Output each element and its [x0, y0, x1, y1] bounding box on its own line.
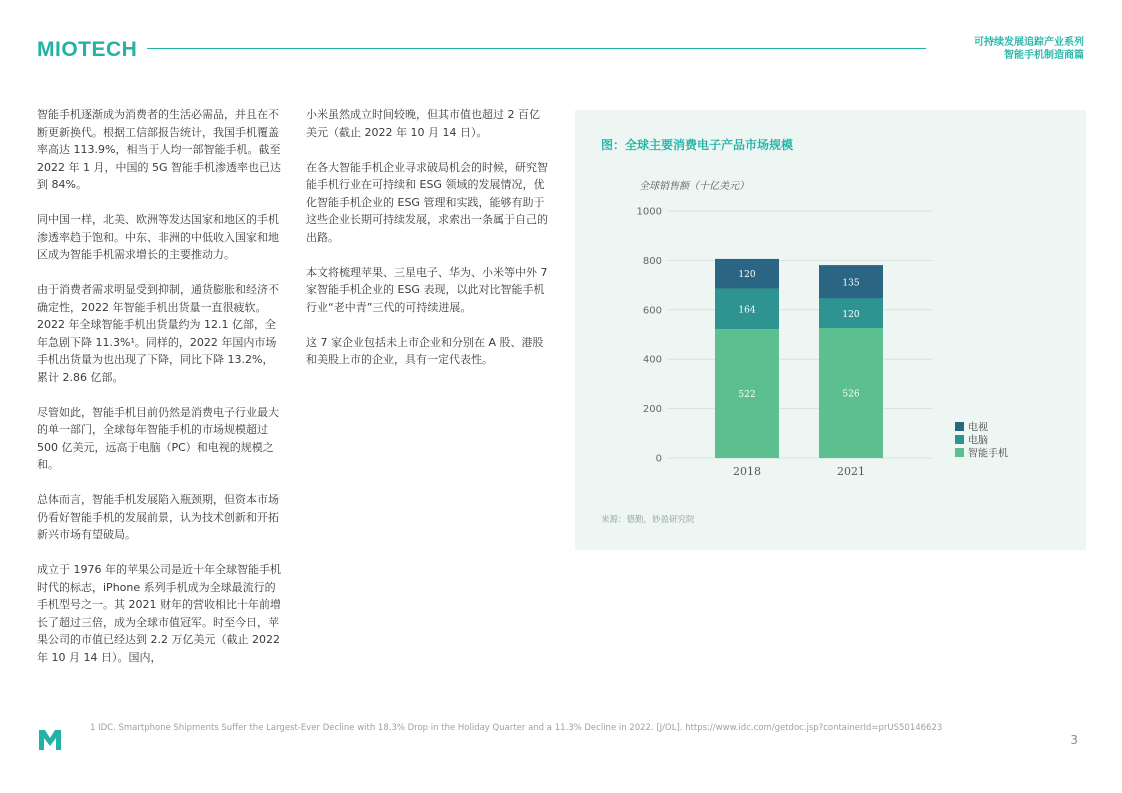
y-axis-label: 全球销售额（十亿美元）	[639, 181, 749, 192]
legend-swatch	[955, 422, 964, 431]
x-tick-label: 2018	[733, 465, 761, 478]
paragraph: 总体而言，智能手机发展陷入瓶颈期，但资本市场仍看好智能手机的发展前景，认为技术创新和开拓新兴市场有望破局。	[37, 493, 279, 541]
paragraph: 小米虽然成立时间较晚，但其市值也超过 2 百亿美元（截止 2022 年 10 月 14 日）。	[306, 108, 540, 139]
report-series-title	[974, 36, 1084, 62]
y-tick-label: 200	[642, 404, 662, 416]
legend-label: 智能手机	[968, 448, 1008, 460]
data-label: 135	[842, 278, 860, 289]
paragraph: 这 7 家企业包括未上市企业和分别在 A 股、港股和美股上市的企业，具有一定代表性。	[306, 335, 544, 366]
header-divider	[147, 48, 926, 49]
paragraph: 同中国一样，北美、欧洲等发达国家和地区的手机渗透率趋于饱和。中东、非洲的中低收入国家和地区成为智能手机需求增长的主要推动力。	[37, 213, 279, 261]
data-label: 526	[842, 389, 860, 400]
paragraph: 智能手机逐渐成为消费者的生活必需品，并且在不断更新换代。根据工信部报告统计，我国手机覆盖率高达 113.9%，相当于人均一部智能手机。截至 2022 年 1 月，中国的 5G 智能手机渗透率也已达到 84%。	[37, 108, 281, 191]
paragraph: 在各大智能手机企业寻求破局机会的时候，研究智能手机行业在可持续和 ESG 领域的发展情况，优化智能手机企业的 ESG 管理和实践，能够有助于这些企业长期可持续发展，求索出一条属于自己的出路。	[306, 160, 548, 244]
chart-title: 图：全球主要消费电子产品市场规模	[601, 138, 794, 152]
chart-source: 来源：德勤，妙盈研究院	[601, 515, 695, 525]
legend-swatch	[955, 435, 964, 444]
x-tick-label: 2021	[837, 465, 865, 478]
legend-swatch	[955, 448, 964, 457]
body-column-middle	[306, 106, 550, 386]
data-label: 120	[738, 270, 756, 281]
page-number: 3	[1070, 733, 1078, 747]
paragraph: 本文将梳理苹果、三星电子、华为、小米等中外 7 家智能手机企业的 ESG 表现，以此对比智能手机行业“老中青”三代的可持续进展。	[306, 265, 548, 314]
y-tick-label: 400	[642, 354, 662, 366]
paragraph: 尽管如此，智能手机目前仍然是消费电子行业最大的单一部门，全球每年智能手机的市场规模超过 500 亿美元，远高于电脑（PC）和电视的规模之和。	[37, 405, 279, 471]
miotech-logo: MIOTECH	[37, 38, 138, 61]
chart-panel	[575, 110, 1086, 550]
body-column-left	[37, 106, 281, 684]
footnote: 1 IDC. Smartphone Shipments Suffer the Largest-Ever Decline with 18.3% Drop in the Holiday Quarter and a 11.3% Decline in 2022. [J/OL]. https://www.idc.com/getdoc.jsp?containerId=prUS50146623	[90, 723, 943, 733]
data-label: 120	[842, 309, 860, 320]
y-tick-label: 600	[642, 305, 662, 317]
y-tick-label: 0	[655, 453, 662, 465]
legend-label: 电脑	[968, 435, 988, 447]
paragraph: 由于消费者需求明显受到抑制，通货膨胀和经济不确定性，2022 年智能手机出货量一直很疲软。2022 年全球智能手机出货量约为 12.1 亿部，全年急剧下降 11.3%¹。同样的，2022 年国内市场手机出货量为也出现了下降，同比下降 13.2%，累计 2.86 亿部。	[37, 283, 279, 384]
series-line-2: 智能手机制造商篇	[1004, 50, 1084, 61]
y-tick-label: 1000	[636, 206, 662, 218]
data-label: 164	[738, 305, 756, 316]
legend-label: 电视	[968, 422, 988, 434]
miotech-m-logo-icon	[37, 726, 63, 752]
stacked-bar-chart	[575, 110, 1086, 510]
y-tick-label: 800	[642, 255, 662, 267]
series-line-1: 可持续发展追踪产业系列	[974, 37, 1084, 48]
paragraph: 成立于 1976 年的苹果公司是近十年全球智能手机时代的标志，iPhone 系列手机成为全球最流行的手机型号之一。其 2021 财年的营收相比十年前增长了超过三倍，成为全球市值冠军。时至今日，苹果公司的市值已经达到 2.2 万亿美元（截止 2022 年 10 月 14 日）。国内，	[37, 563, 281, 664]
data-label: 522	[738, 390, 756, 401]
